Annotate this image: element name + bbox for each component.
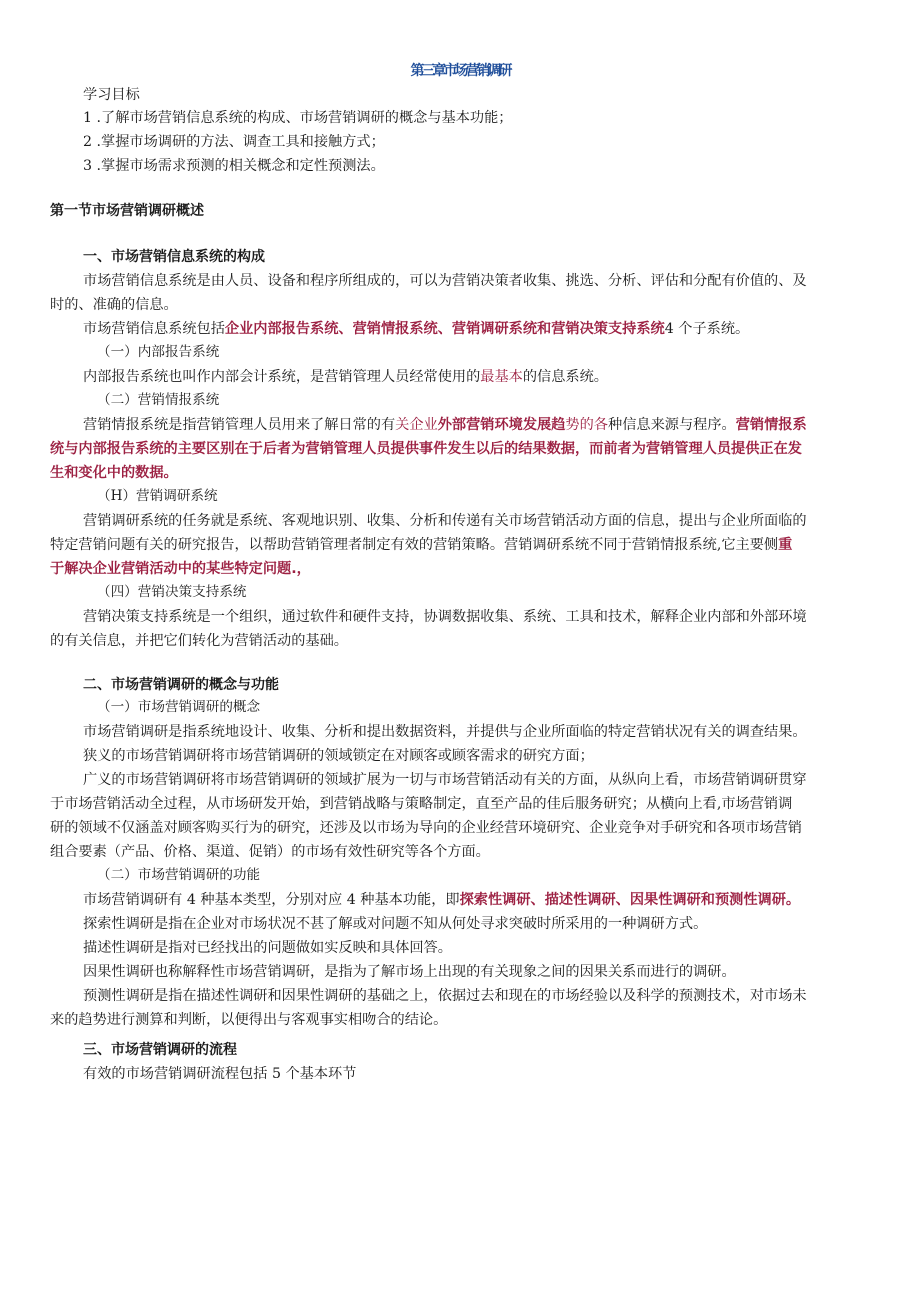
paragraph-line: 的有关信息，并把它们转化为营销活动的基础。 (50, 633, 348, 649)
text-run: 内部报告系统也叫作内部会计系统，是营销管理人员经常使用的 (83, 369, 481, 385)
part1-heading: 一、市场营销信息系统的构成 (83, 249, 265, 265)
paragraph-line: 营销调研系统的任务就是系统、客观地识别、收集、分析和传递有关市场营销活动方面的信息，提出与企业所面临的 (83, 513, 807, 529)
highlight-text: 营销情报系 (735, 417, 807, 433)
section-title: 第一节市场营销调研概述 (50, 203, 204, 219)
subsection-heading: （二）市场营销调研的功能 (97, 867, 261, 883)
highlight-text: 关企业 (395, 417, 438, 433)
paragraph-line: 有效的市场营销调研流程包括 5 个基本环节 (83, 1066, 357, 1082)
paragraph-line: 时的、准确的信息。 (50, 297, 178, 313)
subsection-heading: （一）市场营销调研的概念 (97, 699, 261, 715)
highlight-text: 最基本 (480, 369, 523, 385)
paragraph-line (83, 418, 807, 432)
paragraph-line (50, 538, 792, 552)
paragraph-line: 市场营销调研是指系统地设计、收集、分析和提出数据资料，并提供与企业所面临的特定营销状况有关的调查结果。 (83, 724, 807, 740)
subsection-heading: （一）内部报告系统 (97, 344, 220, 360)
subsection-heading: （H）营销调研系统 (97, 488, 218, 504)
paragraph-line (83, 370, 608, 384)
text-run: 营销情报系统是指营销管理人员用来了解日常的有 (83, 417, 396, 433)
paragraph-line (83, 893, 800, 907)
part3-heading: 三、市场营销调研的流程 (83, 1042, 237, 1058)
highlight-text: 探索性调研、描述性调研、因果性调研和预测性调研。 (459, 892, 801, 908)
objectives-heading: 学习目标 (83, 87, 140, 103)
text-run: 特定营销问题有关的研究报告，以帮助营销管理者制定有效的营销策略。营销调研系统不同于营销情报系统,它主要侧 (50, 537, 779, 553)
subsection-heading: （四）营销决策支持系统 (97, 584, 247, 600)
objective-item: 3 .掌握市场需求预测的相关概念和定性预测法。 (83, 158, 385, 174)
paragraph-line: 市场营销信息系统是由人员、设备和程序所组成的，可以为营销决策者收集、挑选、分析、评估和分配有价值的、及 (83, 273, 807, 289)
paragraph-line: 于市场营销活动全过程，从市场研发开始，到营销战略与策略制定，直至产品的佳后服务研究；从横向上看,市场营销调 (50, 796, 793, 812)
chapter-title: 第三章市场营销调研 (410, 63, 510, 79)
text-run: 4 个子系统。 (664, 321, 750, 337)
paragraph-line: 于解决企业营销活动中的某些特定问题.， (50, 561, 311, 577)
paragraph-line (83, 322, 749, 336)
part2-heading: 二、市场营销调研的概念与功能 (83, 677, 279, 693)
paragraph-line: 来的趋势进行测算和判断，以便得出与客观事实相吻合的结论。 (50, 1012, 448, 1028)
subsection-heading: （二）营销情报系统 (97, 392, 220, 408)
paragraph-line: 探索性调研是指在企业对市场状况不甚了解或对问题不知从何处寻求突破时所采用的一种调研方式。 (83, 916, 708, 932)
highlight-text: 重 (778, 537, 793, 553)
paragraph-line: 生和变化中的数据。 (50, 465, 178, 481)
highlight-text: 企业内部报告系统、营销情报系统、营销调研系统和营销决策支持系统 (224, 321, 665, 337)
objective-item: 1 .了解市场营销信息系统的构成、市场营销调研的概念与基本功能； (83, 110, 513, 126)
paragraph-line: 广义的市场营销调研将市场营销调研的领域扩展为一切与市场营销活动有关的方面，从纵向上看，市场营销调研贯穿 (83, 772, 807, 788)
text-run: 市场营销信息系统包括 (83, 321, 225, 337)
paragraph-line: 狭义的市场营销调研将市场营销调研的领域锁定在对顾客或顾客需求的研究方面； (83, 748, 594, 764)
paragraph-line: 组合要素（产品、价格、渠道、促销）的市场有效性研究等各个方面。 (50, 844, 490, 860)
paragraph-line: 预测性调研是指在描述性调研和因果性调研的基础之上，依据过去和现在的市场经验以及科学的预测技术，对市场未 (83, 988, 807, 1004)
objective-item: 2 .掌握市场调研的方法、调查工具和接触方式； (83, 134, 385, 150)
highlight-text: 外部营销环境发展趋 (437, 417, 566, 433)
text-run: 种信息来源与程序。 (608, 417, 736, 433)
paragraph-line: 统与内部报告系统的主要区别在于后者为营销管理人员提供事件发生以后的结果数据，而前者为营销管理人员提供正在发 (50, 441, 802, 457)
text-run: 的信息系统。 (522, 369, 608, 385)
paragraph-line: 营销决策支持系统是一个组织，通过软件和硬件支持，协调数据收集、系统、工具和技术，解释企业内部和外部环境 (83, 609, 807, 625)
paragraph-line: 描述性调研是指对已经找出的问题做如实反映和具体回答。 (83, 940, 452, 956)
paragraph-line: 因果性调研也称解释性市场营销调研，是指为了解市场上出现的有关现象之间的因果关系而进行的调研。 (83, 964, 736, 980)
paragraph-line: 研的领域不仅涵盖对顾客购买行为的研究，还涉及以市场为导向的企业经营环境研究、企业竞争对手研究和各项市场营销 (50, 820, 802, 836)
text-run: 市场营销调研有 4 种基本类型，分别对应 4 种基本功能，即 (83, 892, 460, 908)
highlight-text: 势的各 (565, 417, 608, 433)
